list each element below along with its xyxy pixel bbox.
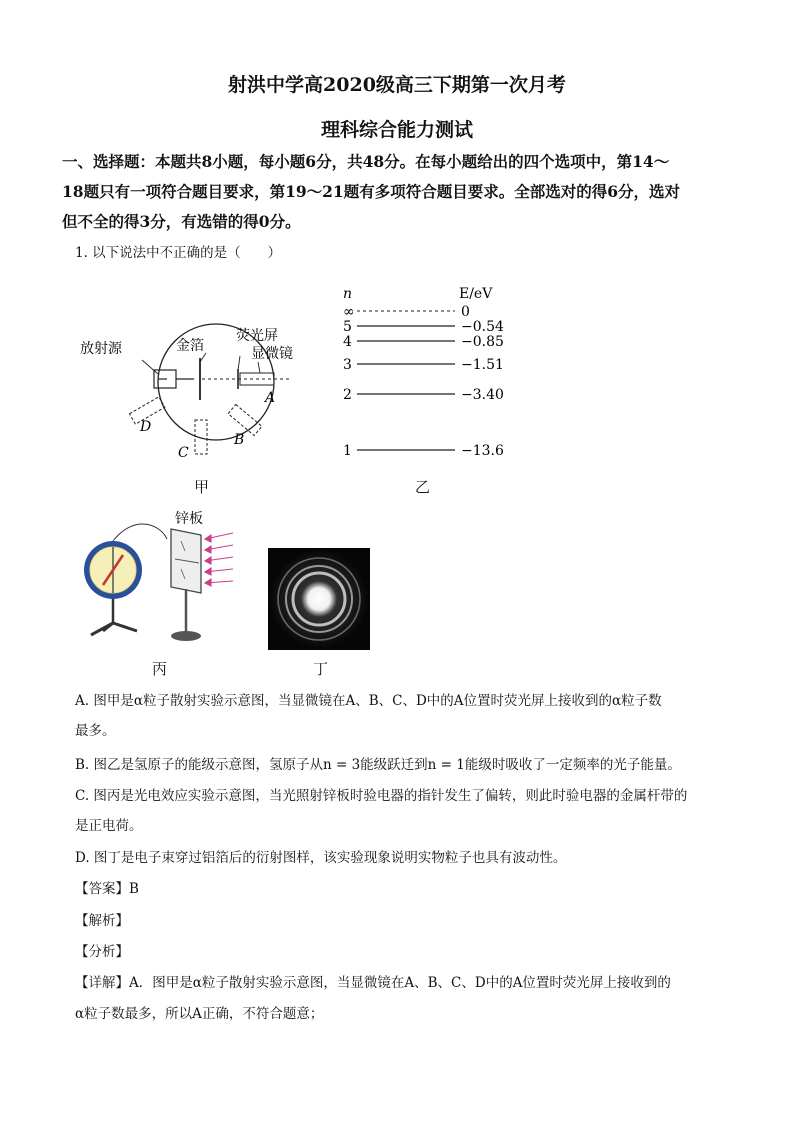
- section-line-3: 但不全的得3分，有选错的得0分。: [62, 212, 301, 231]
- caption-ding: 丁: [313, 660, 329, 678]
- label-foil: 金箔: [176, 338, 204, 354]
- figure-bing-photoelectric: [75, 505, 245, 650]
- figure-yi-energy-levels: [335, 280, 535, 470]
- section-line-1: 一、选择题：本题共8小题，每小题6分，共48分。在每小题给出的四个选项中，第14～: [62, 152, 670, 171]
- energy-level-e: −0.85: [461, 334, 504, 350]
- energy-e-label: E/eV: [459, 286, 493, 302]
- option-a-line-2: 最多。: [75, 723, 116, 739]
- option-d: D. 图丁是电子束穿过铝箔后的衍射图样，该实验现象说明实物粒子也具有波动性。: [75, 850, 567, 866]
- option-a-line-1: A. 图甲是α粒子散射实验示意图，当显微镜在A、B、C、D中的A位置时荧光屏上接收到的α粒子数: [75, 693, 662, 709]
- label-screen: 荧光屏: [236, 328, 278, 344]
- energy-level-e: −3.40: [461, 387, 504, 403]
- option-c-line-2: 是正电荷。: [75, 818, 143, 834]
- section-instructions: [62, 147, 732, 237]
- label-pos-d: D: [140, 419, 152, 435]
- energy-level-e: −0.54: [461, 319, 504, 335]
- option-c-line-1: C. 图丙是光电效应实验示意图，当光照射锌板时验电器的指针发生了偏转，则此时验电器的金属杆带的: [75, 788, 688, 804]
- caption-jia: 甲: [194, 478, 210, 496]
- energy-level-e: −1.51: [461, 357, 504, 373]
- label-pos-b: B: [234, 432, 245, 448]
- caption-yi: 乙: [415, 478, 431, 496]
- energy-level-e: 0: [461, 304, 470, 320]
- section-line-2: 18题只有一项符合题目要求，第19～21题有多项符合题目要求。全部选对的得6分，选对: [62, 182, 680, 201]
- energy-level-n: 3: [343, 357, 352, 373]
- energy-level-n: 5: [343, 319, 352, 335]
- figure-ding-electron-diffraction: [268, 548, 370, 650]
- plate-stand: [171, 631, 201, 641]
- fenxi-heading: 【分析】: [75, 944, 129, 960]
- figure-jia-alpha-scattering: [70, 320, 320, 470]
- caption-bing: 丙: [152, 660, 168, 678]
- energy-level-n: 1: [343, 443, 352, 459]
- microscope-b: [228, 404, 262, 435]
- question-stem: 1. 以下说法中不正确的是（ ）: [75, 245, 282, 261]
- page-subtitle: 理科综合能力测试: [320, 119, 473, 141]
- label-source: 放射源: [80, 341, 122, 357]
- option-b: B. 图乙是氢原子的能级示意图，氢原子从n = 3能级跃迁到n = 1能级时吸收了一定频率的光子能量。: [75, 757, 681, 773]
- analysis-heading: 【解析】: [75, 913, 129, 929]
- diffraction-center: [269, 549, 369, 649]
- energy-level-n: ∞: [343, 304, 355, 320]
- detail-line-2: α粒子数最多，所以A正确，不符合题意；: [75, 1006, 324, 1022]
- label-microscope: 显微镜: [251, 346, 293, 362]
- page-title: 射洪中学高2020级高三下期第一次月考: [228, 74, 566, 96]
- energy-n-label: n: [343, 286, 353, 302]
- energy-level-n: 4: [343, 334, 352, 350]
- energy-level-n: 2: [343, 387, 352, 403]
- energy-level-e: −13.6: [461, 443, 504, 459]
- energy-levels: [343, 304, 504, 459]
- light-rays: [205, 533, 233, 586]
- label-pos-a: A: [265, 390, 276, 406]
- answer-line: 【答案】B: [75, 881, 139, 897]
- detail-line-1: 【详解】A．图甲是α粒子散射实验示意图，当显微镜在A、B、C、D中的A位置时荧光屏上接收到的: [75, 975, 671, 991]
- label-zinc-plate: 锌板: [175, 511, 203, 527]
- label-pos-c: C: [178, 445, 189, 461]
